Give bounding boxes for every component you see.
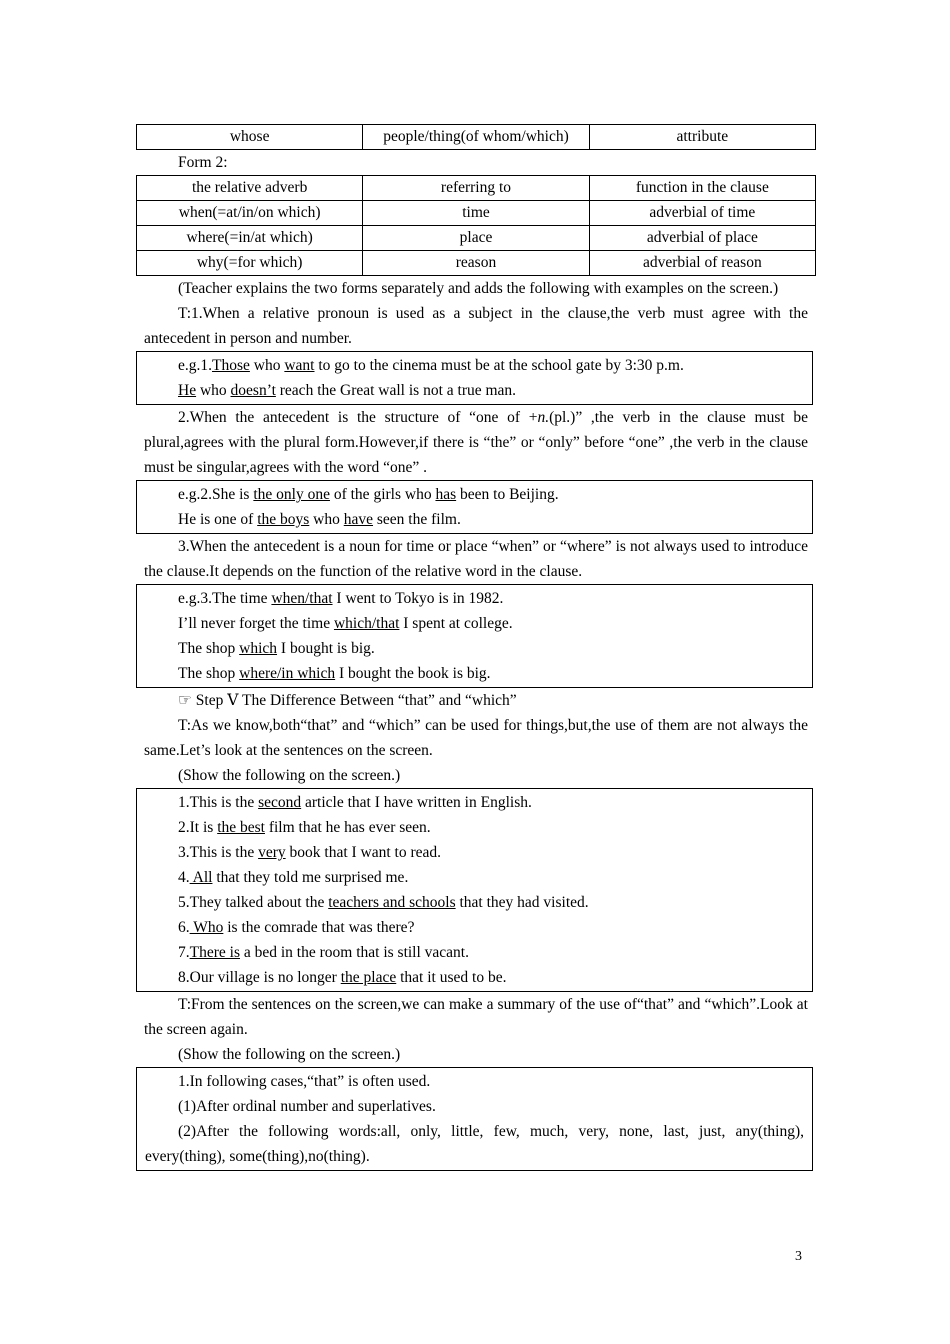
table-cell: adverbial of time: [589, 201, 815, 226]
example-line: [145, 890, 804, 915]
relative-adverb-table: [136, 175, 816, 276]
text: a bed in the room that is still vacant.: [239, 944, 469, 961]
underlined-text: the place: [340, 969, 397, 986]
underlined-text: All: [189, 869, 213, 886]
example-line: [145, 940, 804, 965]
underlined-text: doesn’t: [230, 382, 276, 399]
table-header-cell: function in the clause: [589, 176, 815, 201]
text: I spent at college.: [399, 615, 513, 632]
table-cell: place: [363, 226, 589, 251]
underlined-text: the only one: [253, 486, 330, 503]
example-line: [145, 378, 804, 403]
text: e.g.1.: [178, 357, 213, 374]
rule-2-paragraph: [136, 405, 816, 480]
example-line: [145, 840, 804, 865]
text: to go to the cinema must be at the school gate by 3:30 p.m.: [314, 357, 684, 374]
show-on-screen-note: (Show the following on the screen.): [178, 767, 401, 784]
text: 6.: [178, 919, 190, 936]
underlined-text: which/that: [333, 615, 400, 632]
that-which-intro-paragraph: T:As we know,both“that” and “which” can be used for things,but,the use of them are not always the same.Let’s look at the sentences on the screen.: [144, 717, 808, 759]
text: (pl.)” ,the verb in the clause must be plural,agrees with the plural form.However,if there is “the” or “only” before “one” ,the verb in the clause must be singular,agrees with the word “one” .: [144, 409, 808, 476]
underlined-text: There is: [189, 944, 240, 961]
text: e.g.3.The time: [178, 590, 272, 607]
underlined-text: which: [239, 640, 278, 657]
summary-line: (1)After ordinal number and superlatives.: [178, 1098, 436, 1115]
underlined-text: when/that: [271, 590, 333, 607]
relative-pronoun-table-tail: [136, 124, 816, 150]
example-box-1: [136, 351, 813, 405]
table-header-cell: referring to: [363, 176, 589, 201]
example-box-2: [136, 480, 813, 534]
underlined-text: has: [435, 486, 457, 503]
table-cell: when(=at/in/on which): [137, 201, 363, 226]
table-row: [137, 226, 816, 251]
page-content: [136, 124, 816, 1171]
text: been to Beijing.: [456, 486, 559, 503]
text: 7.: [178, 944, 190, 961]
table-cell: reason: [363, 251, 589, 276]
example-line: [145, 865, 804, 890]
text: 1.This is the: [178, 794, 259, 811]
table-row: [137, 251, 816, 276]
text: film that he has ever seen.: [264, 819, 431, 836]
page-number: 3: [795, 1249, 802, 1264]
text: that they told me surprised me.: [212, 869, 409, 886]
summary-line: 1.In following cases,“that” is often used.: [178, 1073, 431, 1090]
table-header-row: [137, 176, 816, 201]
underlined-text: the best: [217, 819, 265, 836]
text: 4.: [178, 869, 190, 886]
text: He is one of: [178, 511, 258, 528]
underlined-text: very: [258, 844, 286, 861]
underlined-text: Those: [212, 357, 250, 374]
text: that they had visited.: [455, 894, 589, 911]
text: of the girls who: [329, 486, 436, 503]
underlined-text: where/in which: [239, 665, 336, 682]
underlined-text: second: [258, 794, 302, 811]
summary-line: (2)After the following words:all, only, little, few, much, very, none, last, just, any(thing), every(thing), some(thing),no(thing).: [145, 1123, 804, 1165]
text: The shop: [178, 640, 240, 657]
table-row: [137, 201, 816, 226]
table-row: [137, 125, 816, 150]
example-line: [145, 815, 804, 840]
underlined-text: Who: [189, 919, 224, 936]
underlined-text: teachers and schools: [328, 894, 456, 911]
text: 2.When the antecedent is the structure of “one of +: [178, 409, 538, 426]
underlined-text: have: [343, 511, 374, 528]
table-cell: adverbial of place: [589, 226, 815, 251]
text: 2.It is: [178, 819, 218, 836]
example-line: [145, 661, 804, 686]
show-on-screen-note: (Show the following on the screen.): [178, 1046, 401, 1063]
underlined-text: the boys: [257, 511, 310, 528]
example-line: [145, 611, 804, 636]
table-cell: where(=in/at which): [137, 226, 363, 251]
table-cell: adverbial of reason: [589, 251, 815, 276]
table-cell: people/thing(of whom/which): [363, 125, 589, 150]
text: e.g.2.She is: [178, 486, 254, 503]
text: that it used to be.: [396, 969, 507, 986]
table-cell: why(=for which): [137, 251, 363, 276]
text: is the comrade that was there?: [223, 919, 415, 936]
example-line: [145, 965, 804, 990]
text: who: [196, 382, 231, 399]
example-line: [145, 482, 804, 507]
example-line: [145, 915, 804, 940]
text: The shop: [178, 665, 240, 682]
example-box-3: [136, 584, 813, 688]
table-cell: attribute: [589, 125, 815, 150]
underlined-text: He: [178, 382, 197, 399]
rule-3-paragraph: 3.When the antecedent is a noun for time or place “when” or “where” is not always used to introduce the clause.It depends on the function of the relative word in the clause.: [144, 538, 808, 580]
text: book that I want to read.: [285, 844, 442, 861]
example-line: [145, 636, 804, 661]
summary-paragraph: T:From the sentences on the screen,we can make a summary of the use of“that” and “which”.Look at the screen again.: [144, 996, 808, 1038]
form-2-label: Form 2:: [178, 154, 228, 171]
rule-1-paragraph: T:1.When a relative pronoun is used as a subject in the clause,the verb must agree with the antecedent in person and number.: [144, 305, 808, 347]
table-header-cell: the relative adverb: [137, 176, 363, 201]
example-line: [145, 507, 804, 532]
text: who: [249, 357, 285, 374]
text: I bought is big.: [277, 640, 375, 657]
text: I bought the book is big.: [335, 665, 491, 682]
teacher-explains-paragraph: (Teacher explains the two forms separately and adds the following with examples on the screen.): [178, 280, 779, 297]
example-line: [145, 586, 804, 611]
text: 5.They talked about the: [178, 894, 329, 911]
text: seen the film.: [373, 511, 461, 528]
text: I went to Tokyo is in 1982.: [332, 590, 504, 607]
text: 8.Our village is no longer: [178, 969, 341, 986]
text: 3.This is the: [178, 844, 259, 861]
text: article that I have written in English.: [301, 794, 532, 811]
text: who: [309, 511, 344, 528]
table-cell: whose: [137, 125, 363, 150]
italic-text: n.: [537, 409, 550, 426]
table-cell: time: [363, 201, 589, 226]
example-line: [145, 353, 804, 378]
example-box-4: [136, 788, 813, 992]
example-line: [145, 790, 804, 815]
text: I’ll never forget the time: [178, 615, 334, 632]
summary-box: [136, 1067, 813, 1171]
underlined-text: want: [284, 357, 315, 374]
text: reach the Great wall is not a true man.: [275, 382, 517, 399]
step-5-heading: ☞ Step Ⅴ The Difference Between “that” and “which”: [178, 692, 517, 709]
